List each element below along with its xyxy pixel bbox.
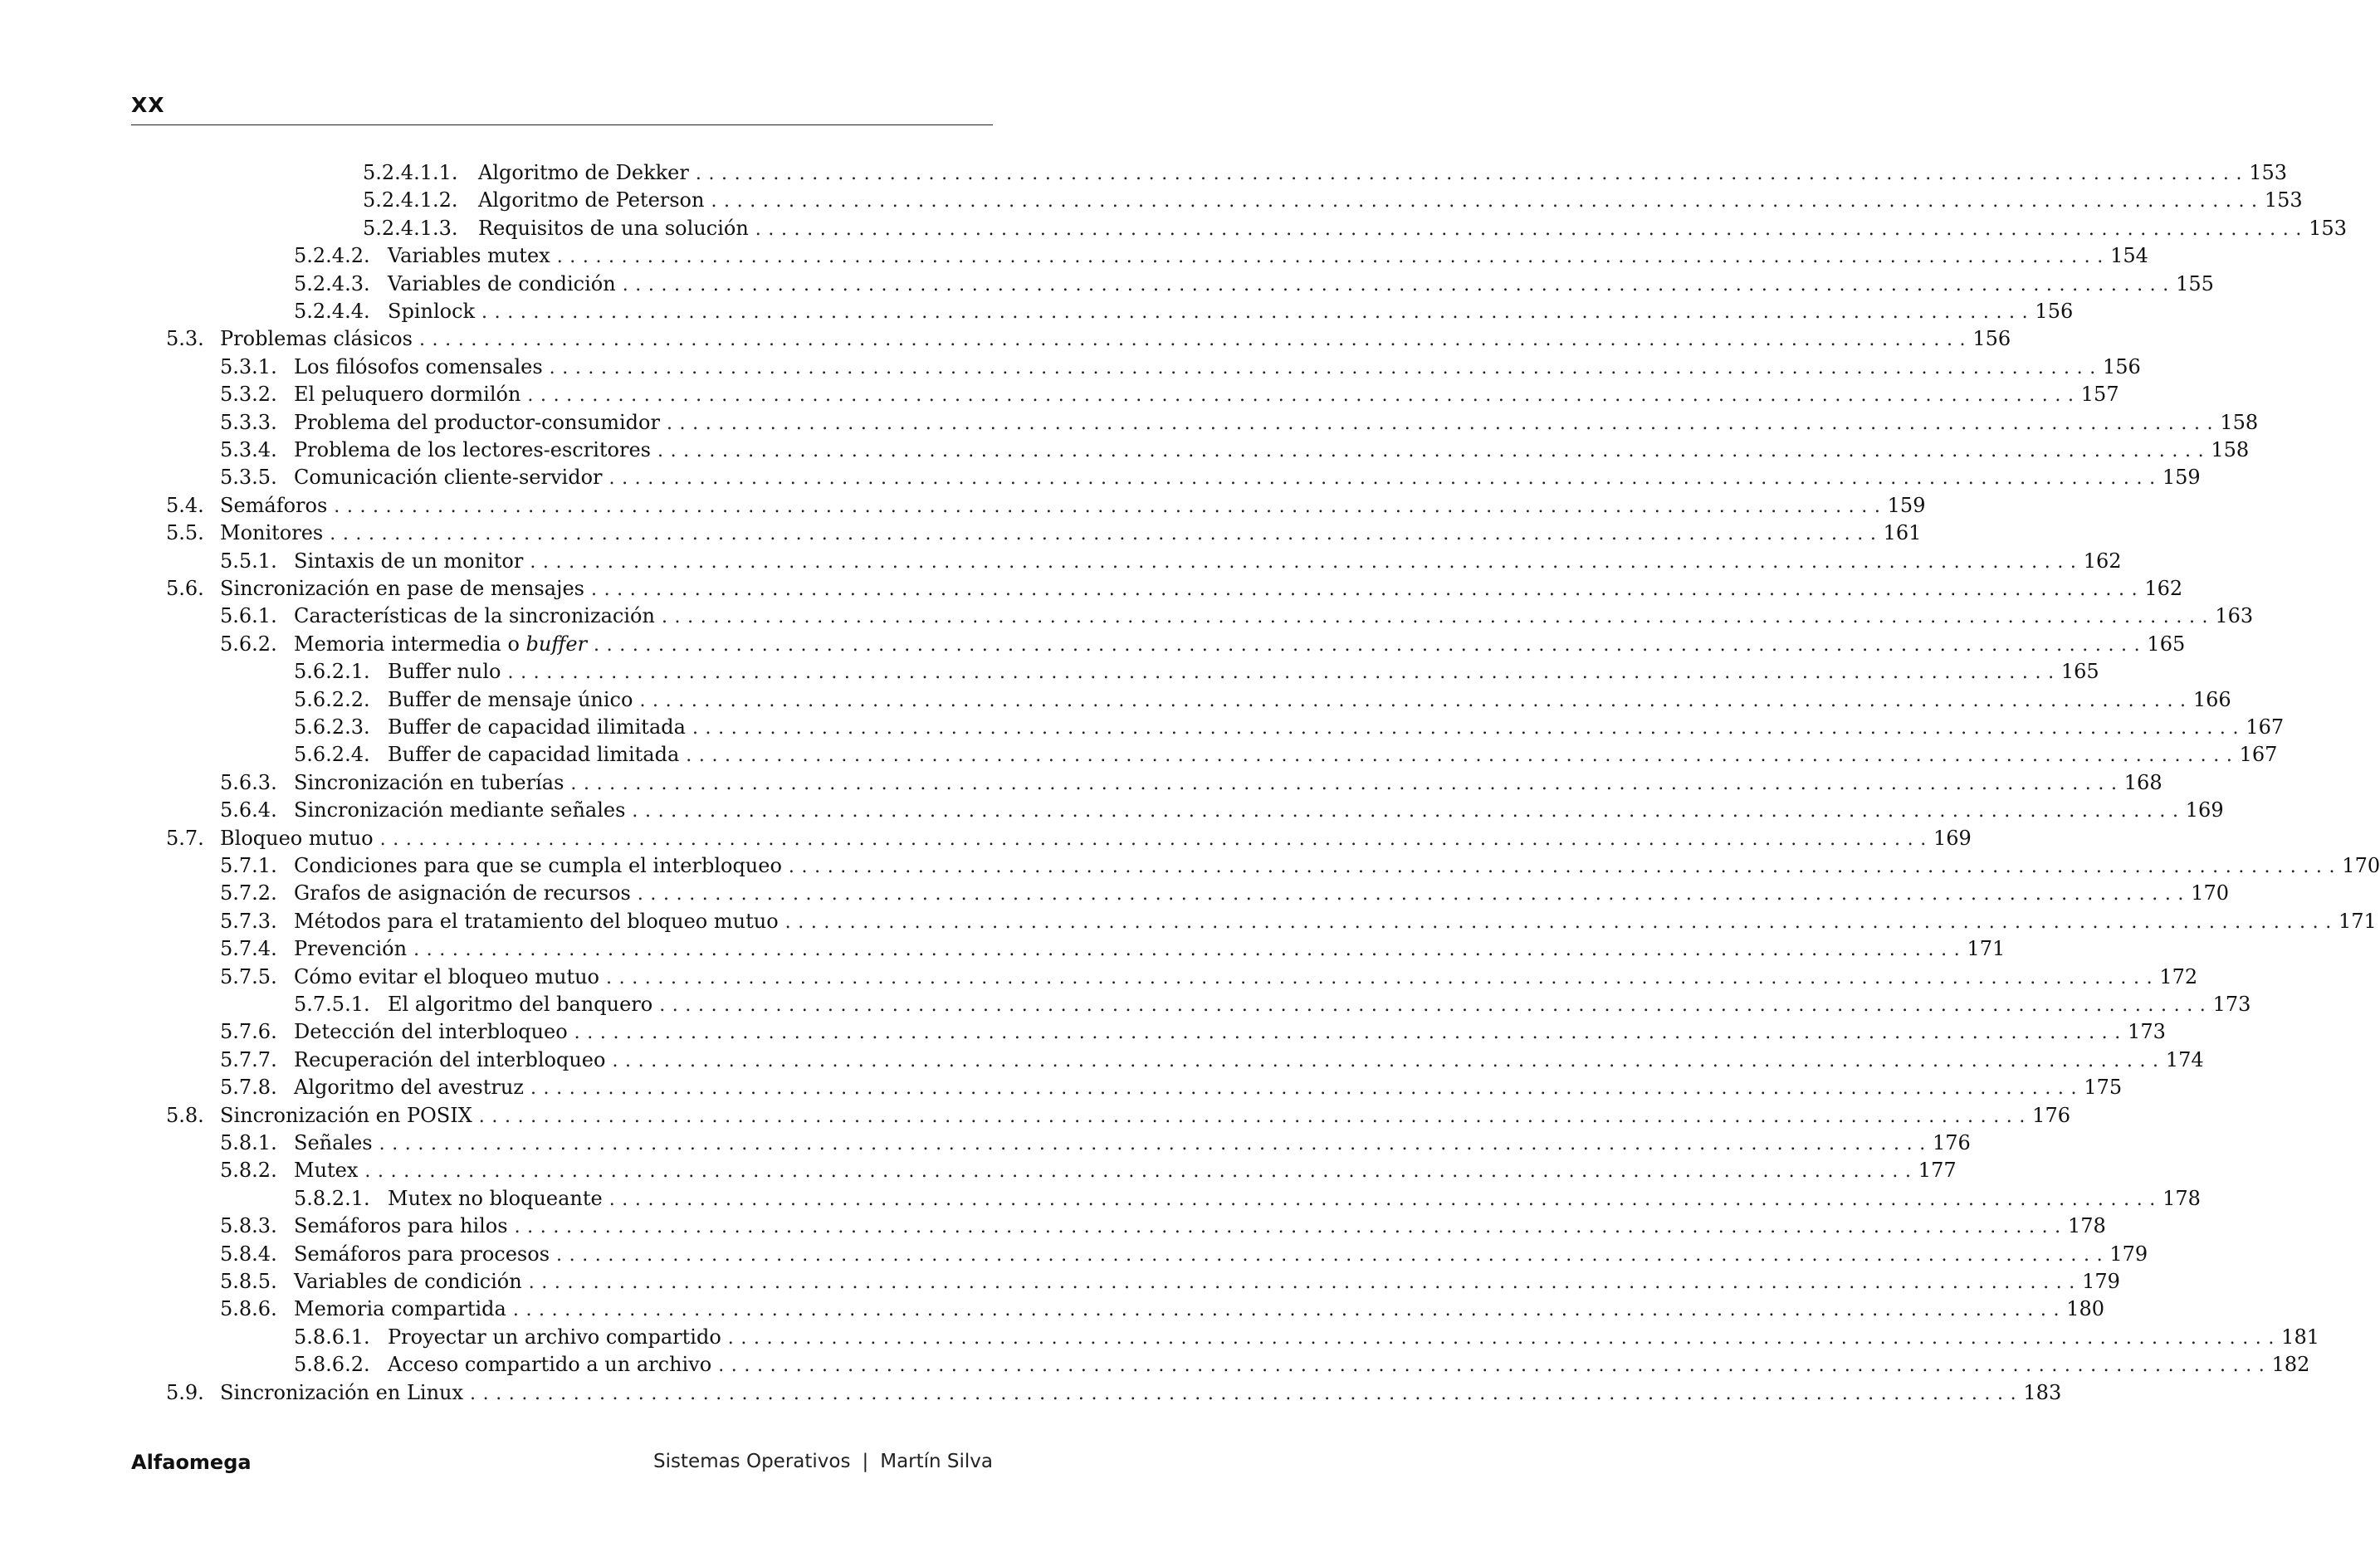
toc-entry-title-text: Prevención	[294, 937, 408, 961]
toc-leader-dots: ........................................................................................................................	[530, 1078, 2084, 1100]
toc-entry-page: 182	[2271, 1353, 2310, 1377]
toc-entry-title	[220, 520, 330, 547]
toc-entry[interactable]	[294, 1185, 2201, 1213]
toc-entry-title	[388, 714, 692, 741]
toc-leader-dots: ........................................................................................................................	[727, 1327, 2281, 1349]
toc-entry-title-text: Algoritmo del avestruz	[294, 1076, 524, 1100]
toc-leader-dots: ........................................................................................................................	[755, 218, 2309, 240]
toc-entry-title-text: Variables de condición	[388, 271, 616, 295]
toc-entry-title	[388, 1351, 718, 1379]
toc-entry[interactable]	[294, 658, 2099, 686]
toc-entry-number: 5.2.4.1.1.	[363, 161, 458, 184]
toc-entry-number: 5.3.2.	[220, 383, 277, 407]
toc-entry-title-text: Requisitos de una solución	[478, 216, 749, 240]
toc-leader-dots: ........................................................................................................................	[590, 579, 2145, 600]
toc-entry-page: 162	[2083, 549, 2122, 573]
toc-entry-number: 5.8.6.1.	[294, 1325, 370, 1349]
toc-entry-title-text: Mutex	[294, 1159, 359, 1183]
toc-entry-number: 5.7.6.	[220, 1020, 277, 1044]
toc-entry-number: 5.7.4.	[220, 937, 277, 961]
toc-entry-number: 5.8.4.	[220, 1242, 277, 1266]
toc-entry-page: 167	[2239, 743, 2278, 767]
toc-entry-number: 5.6.3.	[220, 770, 277, 794]
toc-leader-dots: ........................................................................................................................	[622, 274, 2176, 295]
toc-entry[interactable]	[220, 548, 2122, 575]
toc-entry-title	[478, 215, 755, 242]
toc-entry-page: 169	[1933, 826, 1972, 850]
toc-entry-number: 5.2.4.4.	[294, 300, 370, 323]
toc-entry-title-text: Cómo evitar el bloqueo mutuo	[294, 964, 600, 988]
toc-entry-page: 165	[2060, 660, 2099, 684]
toc-entry-title-text: Sintaxis de un monitor	[294, 549, 524, 573]
toc-entry-title	[388, 686, 639, 714]
toc-entry-title-text: Spinlock	[388, 300, 476, 323]
toc-leader-dots: ........................................................................................................................	[632, 801, 2186, 822]
toc-entry-number: 5.7.	[166, 826, 204, 850]
toc-leader-dots: ........................................................................................................................	[695, 163, 2250, 184]
toc-entry-title-text: Algoritmo de Dekker	[478, 161, 689, 184]
footer-publisher: Alfaomega	[131, 1451, 252, 1474]
toc-entry-title	[294, 1213, 515, 1240]
toc-leader-dots: ........................................................................................................................	[512, 1300, 2067, 1321]
toc-entry-title-text: Características de la sincronización	[294, 604, 655, 628]
toc-entry-title	[294, 880, 638, 907]
toc-leader-dots: ........................................................................................................................	[666, 412, 2221, 434]
toc-entry[interactable]	[220, 1213, 2106, 1240]
toc-entry-title	[220, 1379, 470, 1407]
toc-entry-title-text: Sincronización en tuberías	[294, 770, 564, 794]
toc-entry-page: 167	[2246, 715, 2285, 739]
toc-entry-title-text: Acceso compartido a un archivo	[388, 1353, 712, 1377]
toc-leader-dots: ........................................................................................................................	[608, 1188, 2163, 1210]
toc-entry[interactable]	[220, 381, 2119, 408]
toc-entry-title	[294, 964, 606, 991]
toc-entry-page: 169	[2185, 798, 2224, 822]
toc-entry[interactable]	[220, 464, 2201, 491]
toc-leader-dots: ........................................................................................................................	[330, 524, 1884, 545]
toc-entry-number: 5.6.2.3.	[294, 715, 370, 739]
toc-entry-title	[294, 1157, 364, 1184]
toc-entry-page: 161	[1883, 521, 1922, 545]
toc-leader-dots: ........................................................................................................................	[612, 1050, 2166, 1071]
toc-leader-dots: ........................................................................................................................	[549, 357, 2103, 378]
toc-leader-dots: ........................................................................................................................	[530, 551, 2084, 573]
toc-entry[interactable]	[166, 1102, 2070, 1130]
toc-entry-title	[220, 325, 419, 353]
toc-entry-number: 5.3.3.	[220, 410, 277, 434]
toc-entry-title	[388, 271, 623, 298]
toc-entry-page: 179	[2082, 1270, 2120, 1293]
toc-entry-title-text: Variables de condición	[294, 1270, 522, 1293]
toc-entry-title-text: Problemas clásicos	[220, 327, 413, 351]
toc-entry-page: 172	[2159, 964, 2198, 988]
toc-leader-dots: ........................................................................................................................	[711, 191, 2265, 212]
toc-entry-number: 5.3.5.	[220, 466, 277, 490]
toc-leader-dots: ........................................................................................................................	[686, 745, 2240, 767]
toc-entry-title-text: Detección del interbloqueo	[294, 1020, 568, 1044]
toc-entry-title	[388, 242, 557, 270]
toc-leader-dots: ........................................................................................................................	[379, 1134, 1933, 1154]
toc-entry-page: 158	[2220, 410, 2259, 434]
toc-leader-dots: ........................................................................................................................	[364, 1161, 1918, 1183]
toc-leader-dots: ........................................................................................................................	[481, 302, 2035, 323]
toc-entry[interactable]	[166, 575, 2183, 603]
toc-entry[interactable]	[294, 1324, 2319, 1351]
toc-leader-dots: ........................................................................................................................	[556, 1244, 2110, 1266]
toc-leader-dots: ........................................................................................................................	[784, 911, 2338, 933]
toc-entry[interactable]	[166, 1379, 2062, 1407]
toc-entry-number: 5.7.5.1.	[294, 993, 370, 1016]
toc-entry-number: 5.2.4.1.2.	[363, 188, 458, 212]
toc-entry-title	[220, 575, 591, 603]
toc-entry-title	[220, 492, 334, 520]
toc-entry[interactable]	[220, 880, 2230, 907]
toc-entry-title-text: Bloqueo mutuo	[220, 826, 374, 850]
toc-entry-title	[294, 464, 608, 491]
toc-entry-title-text: Métodos para el tratamiento del bloqueo mutuo	[294, 909, 779, 933]
toc-entry-title	[294, 548, 530, 575]
toc-entry[interactable]	[220, 409, 2259, 437]
toc-entry-page: 179	[2109, 1242, 2148, 1266]
toc-entry-number: 5.2.4.2.	[294, 244, 370, 268]
toc-entry-number: 5.8.6.	[220, 1297, 277, 1321]
toc-entry[interactable]	[220, 1268, 2120, 1296]
toc-entry-title-text: Sincronización en Linux	[220, 1380, 464, 1404]
toc-leader-dots: ........................................................................................................................	[657, 441, 2211, 461]
toc-entry-number: 5.6.2.1.	[294, 660, 370, 684]
toc-entry-number: 5.3.	[166, 327, 204, 351]
toc-entry-page: 181	[2281, 1325, 2319, 1349]
toc-entry[interactable]	[220, 1157, 1957, 1184]
toc-entry-title-text: Problema del productor-consumidor	[294, 410, 660, 434]
toc-entry-title-text: Memoria intermedia o	[294, 632, 526, 656]
toc-entry-page: 178	[2163, 1186, 2201, 1210]
toc-entry-title	[294, 769, 570, 797]
toc-leader-dots: ........................................................................................................................	[528, 1272, 2082, 1293]
toc-entry-title	[388, 991, 659, 1018]
toc-entry-number: 5.5.	[166, 521, 204, 545]
toc-entry-number: 5.9.	[166, 1380, 204, 1404]
toc-leader-dots: ........................................................................................................................	[570, 773, 2124, 794]
toc-entry[interactable]	[220, 437, 2250, 464]
toc-entry-title	[478, 187, 711, 214]
toc-entry-page: 170	[2342, 854, 2380, 877]
toc-entry-title-text: Buffer de capacidad ilimitada	[388, 715, 686, 739]
toc-entry[interactable]	[220, 769, 2163, 797]
toc-leader-dots: ........................................................................................................................	[659, 995, 2213, 1016]
toc-entry-number: 5.6.2.4.	[294, 743, 370, 767]
toc-entry-title	[478, 159, 696, 187]
toc-entry-number: 5.8.6.2.	[294, 1353, 370, 1377]
toc-entry[interactable]	[166, 325, 2011, 353]
footer-book-info	[653, 1451, 993, 1472]
toc-entry-page: 153	[2249, 161, 2288, 184]
toc-entry-title-text: Algoritmo de Peterson	[478, 188, 705, 212]
toc-entry-title-text: Sincronización mediante señales	[294, 798, 626, 822]
toc-entry[interactable]	[294, 686, 2231, 714]
toc-entry[interactable]	[294, 714, 2285, 741]
toc-entry[interactable]	[294, 242, 2148, 270]
toc-entry-title	[294, 603, 662, 630]
toc-entry-title-text: Semáforos	[220, 493, 328, 517]
toc-leader-dots: ........................................................................................................................	[637, 884, 2192, 905]
toc-entry-title-text: Problema de los lectores-escritores	[294, 438, 651, 461]
toc-entry-title-text: El algoritmo del banquero	[388, 993, 653, 1016]
toc-entry[interactable]	[294, 271, 2214, 298]
toc-entry-title-text: Buffer nulo	[388, 660, 501, 684]
toc-entry-page: 168	[2123, 770, 2163, 794]
toc-entry-title-text: El peluquero dormilón	[294, 383, 521, 407]
toc-entry-title	[294, 1047, 612, 1074]
toc-entry-title	[294, 935, 413, 963]
toc-entry-title	[388, 1324, 728, 1351]
footer-author: Martín Silva	[880, 1451, 993, 1472]
toc-entry-page: 173	[2128, 1020, 2166, 1044]
toc-entry-page: 162	[2144, 577, 2183, 600]
toc-entry-title-text: Condiciones para que se cumpla el interbloqueo	[294, 854, 782, 877]
toc-entry-title-text: Buffer de mensaje único	[388, 687, 633, 711]
toc-leader-dots: ........................................................................................................................	[478, 1105, 2032, 1127]
toc-entry-page: 171	[1967, 937, 2006, 961]
toc-entry-title-text: Semáforos para procesos	[294, 1242, 550, 1266]
toc-entry-title	[294, 1268, 529, 1296]
toc-entry[interactable]	[363, 159, 2288, 187]
toc-entry[interactable]	[220, 797, 2224, 824]
toc-entry-number: 5.2.4.1.3.	[363, 216, 458, 240]
toc-entry-title-text: Semáforos para hilos	[294, 1214, 508, 1238]
footer-separator: |	[862, 1451, 869, 1472]
toc-entry-number: 5.2.4.3.	[294, 271, 370, 295]
toc-leader-dots: ........................................................................................................................	[556, 246, 2110, 268]
toc-entry-title	[388, 741, 686, 769]
toc-entry-number: 5.8.	[166, 1103, 204, 1127]
toc-entry-title	[294, 1018, 574, 1046]
toc-entry[interactable]	[220, 964, 2198, 991]
toc-entry-title-text: Sincronización en POSIX	[220, 1103, 472, 1127]
toc-entry-title-text: Mutex no bloqueante	[388, 1186, 603, 1210]
toc-entry-page: 153	[2264, 188, 2303, 212]
toc-leader-dots: ........................................................................................................................	[470, 1383, 2024, 1404]
toc-entry-title-text: Buffer de capacidad limitada	[388, 743, 680, 767]
toc-entry-page: 159	[1887, 493, 1926, 517]
toc-entry-title-text: Los filósofos comensales	[294, 354, 543, 378]
toc-entry-number: 5.6.	[166, 577, 204, 600]
toc-entry-number: 5.7.8.	[220, 1076, 277, 1100]
toc-entry-title-text: Memoria compartida	[294, 1297, 506, 1321]
toc-entry-title	[294, 409, 667, 437]
toc-entry-page: 158	[2211, 438, 2250, 461]
toc-entry-page: 163	[2215, 604, 2254, 628]
toc-entry-number: 5.8.1.	[220, 1131, 277, 1154]
toc-leader-dots: ........................................................................................................................	[639, 690, 2193, 711]
toc-entry-page: 170	[2191, 881, 2230, 905]
toc-leader-dots: ........................................................................................................................	[514, 1217, 2068, 1238]
toc-entry-title	[294, 354, 550, 381]
toc-entry-number: 5.5.1.	[220, 549, 277, 573]
toc-leader-dots: ........................................................................................................................	[507, 662, 2061, 684]
toc-entry-number: 5.7.7.	[220, 1047, 277, 1071]
toc-entry-title-text: Comunicación cliente-servidor	[294, 466, 603, 490]
toc-entry-title-text: Proyectar un archivo compartido	[388, 1325, 721, 1349]
header-rule	[131, 124, 993, 125]
toc-entry-page: 176	[2032, 1103, 2070, 1127]
toc-entry-title-text: Variables mutex	[388, 244, 550, 268]
toc-entry-number: 5.7.1.	[220, 854, 277, 877]
toc-entry[interactable]	[220, 1074, 2123, 1101]
toc-entry-title	[294, 1130, 379, 1157]
toc-entry-page: 153	[2309, 216, 2347, 240]
toc-entry-number: 5.7.5.	[220, 964, 277, 988]
toc-entry-title-text: Señales	[294, 1131, 373, 1154]
toc-entry-title-text: Grafos de asignación de recursos	[294, 881, 631, 905]
toc-leader-dots: ........................................................................................................................	[594, 634, 2148, 656]
toc-entry-title	[294, 1074, 530, 1101]
toc-entry-page: 165	[2147, 632, 2186, 656]
toc-entry-number: 5.6.4.	[220, 798, 277, 822]
toc-entry-number: 5.4.	[166, 493, 204, 517]
toc-entry-title-text: Sincronización en pase de mensajes	[220, 577, 584, 600]
toc-entry-number: 5.6.2.	[220, 632, 277, 656]
toc-entry[interactable]	[294, 991, 2251, 1018]
toc-entry-page: 178	[2067, 1214, 2106, 1238]
toc-entry-page: 159	[2162, 466, 2201, 490]
toc-entry-title	[388, 658, 508, 686]
toc-entry-page: 183	[2023, 1380, 2062, 1404]
toc-entry-page: 156	[1972, 327, 2011, 351]
toc-entry-page: 174	[2165, 1047, 2204, 1071]
toc-entry-page: 180	[2066, 1297, 2105, 1321]
toc-entry[interactable]	[220, 1130, 1971, 1157]
toc-entry[interactable]	[220, 1018, 2166, 1046]
toc-entry-page: 176	[1932, 1131, 1971, 1154]
toc-entry-number: 5.8.2.1.	[294, 1186, 370, 1210]
toc-entry[interactable]	[166, 825, 1972, 852]
toc-entry-title-text: Recuperación del interbloqueo	[294, 1047, 606, 1071]
toc-leader-dots: ........................................................................................................................	[608, 468, 2163, 490]
toc-entry[interactable]	[220, 631, 2186, 658]
toc-entry-title	[294, 1241, 556, 1268]
toc-entry-number: 5.8.2.	[220, 1159, 277, 1183]
page-header-number: XX	[131, 93, 165, 117]
toc-entry[interactable]	[220, 603, 2254, 630]
toc-entry-page: 155	[2176, 271, 2214, 295]
toc-entry-number: 5.3.4.	[220, 438, 277, 461]
toc-leader-dots: ........................................................................................................................	[413, 939, 1967, 961]
toc-leader-dots: ........................................................................................................................	[606, 967, 2160, 988]
toc-leader-dots: ........................................................................................................................	[334, 495, 1888, 517]
toc-entry-title	[388, 298, 481, 325]
toc-entry-number: 5.6.2.2.	[294, 687, 370, 711]
toc-entry[interactable]	[220, 935, 2006, 963]
toc-entry-page: 173	[2212, 993, 2251, 1016]
toc-entry[interactable]	[220, 354, 2141, 381]
toc-entry-title	[294, 797, 632, 824]
toc-entry[interactable]	[294, 298, 2074, 325]
toc-entry[interactable]	[363, 187, 2303, 214]
toc-entry-page: 156	[2035, 300, 2074, 323]
toc-entry-title	[294, 437, 657, 464]
toc-entry-title	[294, 908, 785, 935]
toc-leader-dots: ........................................................................................................................	[379, 828, 1933, 850]
toc-entry[interactable]	[363, 215, 2347, 242]
toc-entry-number: 5.8.5.	[220, 1270, 277, 1293]
toc-entry[interactable]	[220, 1296, 2105, 1323]
toc-entry-title-text: Monitores	[220, 521, 324, 545]
toc-leader-dots: ........................................................................................................................	[574, 1022, 2128, 1044]
toc-entry-page: 177	[1918, 1159, 1957, 1183]
toc-entry-page: 175	[2084, 1076, 2123, 1100]
toc-entry[interactable]	[220, 908, 2377, 935]
toc-leader-dots: ........................................................................................................................	[661, 607, 2216, 628]
toc-entry-page: 166	[2192, 687, 2231, 711]
toc-entry-title-italic: buffer	[525, 632, 588, 656]
toc-leader-dots: ........................................................................................................................	[418, 329, 1973, 351]
footer-book-title: Sistemas Operativos	[653, 1451, 851, 1472]
toc-entry-page: 156	[2103, 354, 2141, 378]
toc-entry[interactable]	[294, 741, 2278, 769]
toc-entry-title	[294, 381, 527, 408]
toc-entry-title	[294, 1296, 513, 1323]
toc-entry[interactable]	[220, 1241, 2148, 1268]
toc-entry-page: 171	[2338, 909, 2377, 933]
toc-leader-dots: ........................................................................................................................	[692, 718, 2246, 739]
toc-entry[interactable]	[294, 1351, 2310, 1379]
toc-leader-dots: ........................................................................................................................	[788, 856, 2343, 877]
toc-entry[interactable]	[166, 492, 1926, 520]
toc-entry[interactable]	[220, 852, 2380, 880]
toc-entry-number: 5.3.1.	[220, 354, 277, 378]
toc-entry[interactable]	[166, 520, 1922, 547]
toc-entry-title	[294, 631, 594, 658]
toc-entry-page: 157	[2080, 383, 2119, 407]
toc-entry-number: 5.6.1.	[220, 604, 277, 628]
toc-entry-title	[388, 1185, 609, 1213]
toc-entry-number: 5.7.3.	[220, 909, 277, 933]
toc-entry-page: 154	[2110, 244, 2148, 268]
toc-entry-title	[220, 825, 380, 852]
toc-entry-number: 5.7.2.	[220, 881, 277, 905]
toc-entry-number: 5.8.3.	[220, 1214, 277, 1238]
toc-entry[interactable]	[220, 1047, 2204, 1074]
toc-leader-dots: ........................................................................................................................	[527, 385, 2081, 407]
toc-entry-title	[294, 852, 789, 880]
toc-entry-title	[220, 1102, 479, 1130]
toc-leader-dots: ........................................................................................................................	[718, 1355, 2272, 1377]
